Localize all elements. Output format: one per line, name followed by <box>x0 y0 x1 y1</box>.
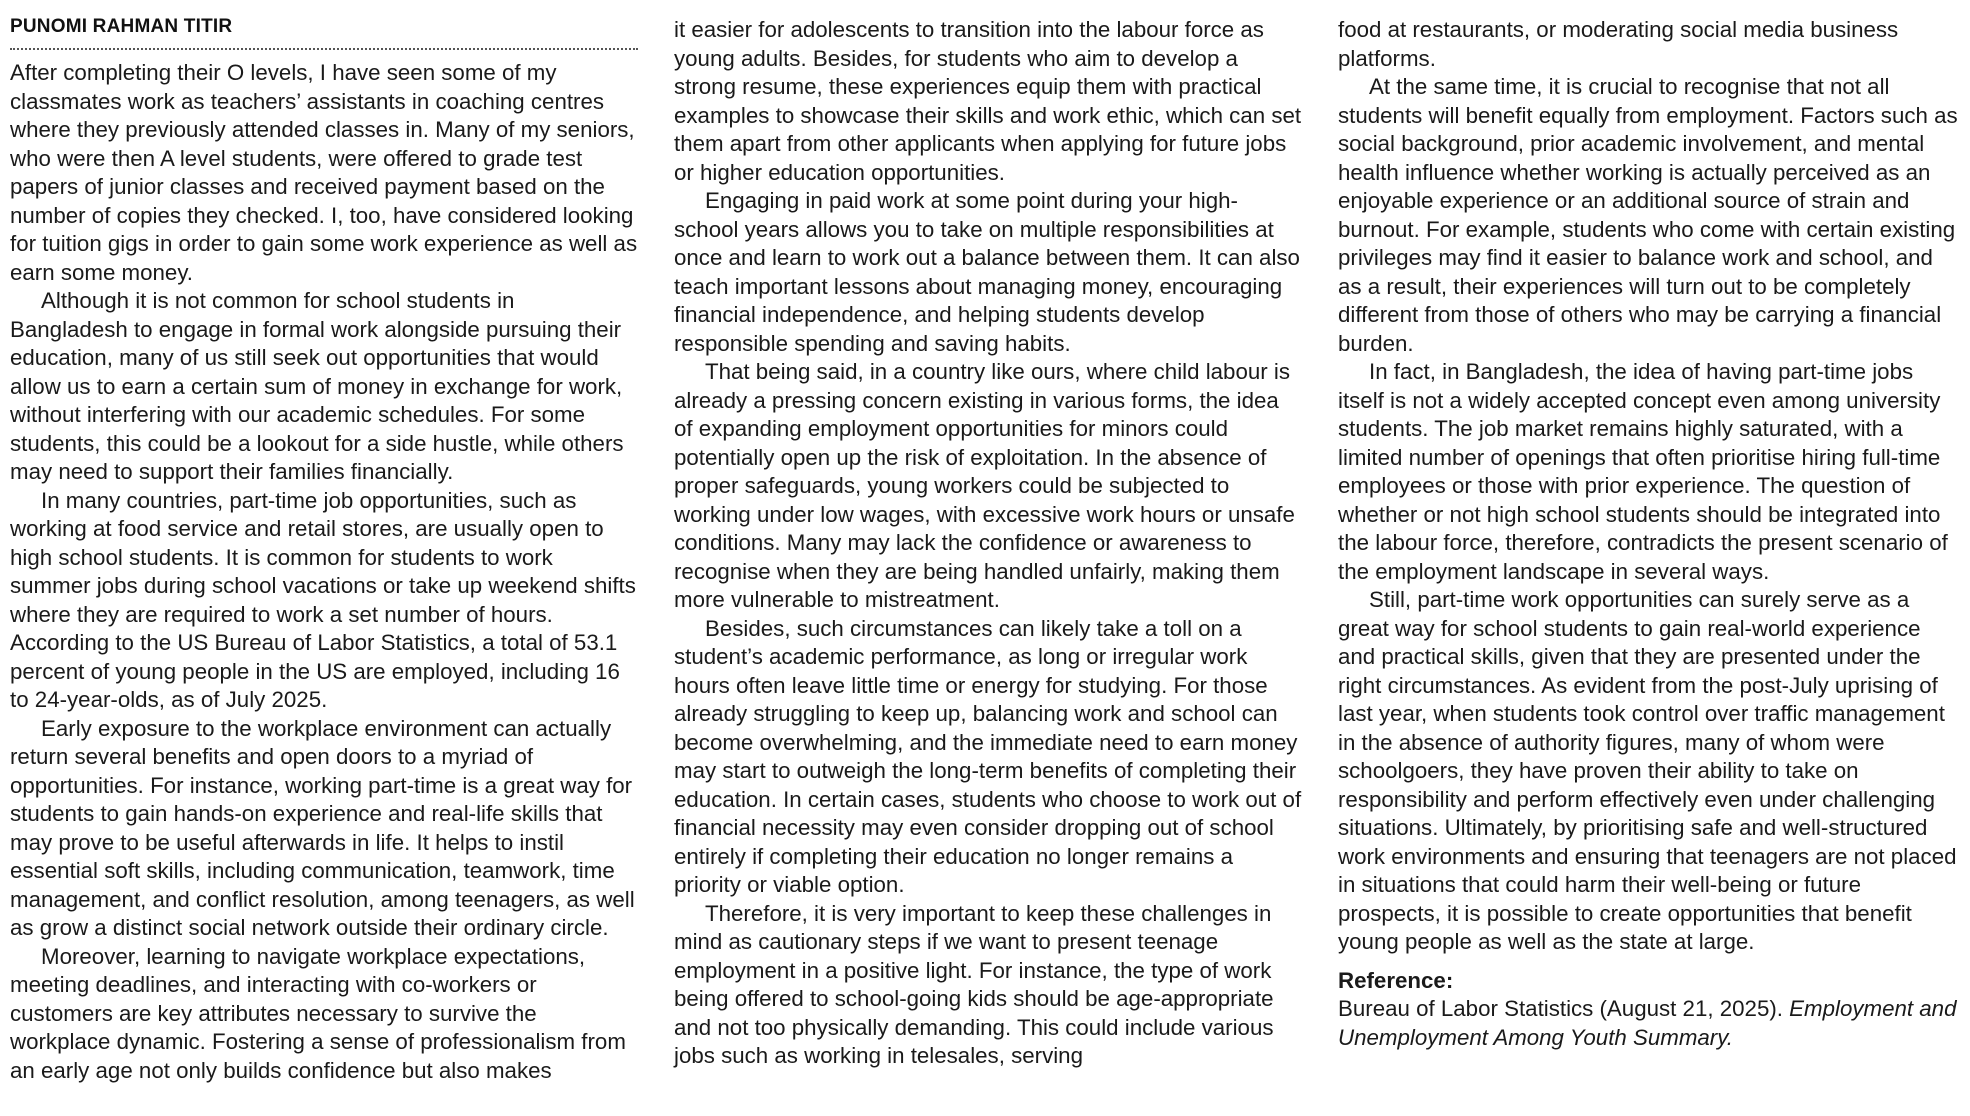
paragraph: That being said, in a country like ours, where child labour is already a pressing concern existing in various forms, the idea of expanding employment opportunities for minors could potentially open up the risk of exploitation. In the absence of proper safeguards, young workers could be subjected to working under low wages, with excessive work hours or unsafe conditions. Many may lack the confidence or awareness to recognise when they are being handled unfairly, making them more vulnerable to mistreatment. <box>674 359 1295 612</box>
paragraph: Engaging in paid work at some point during your high-school years allows you to take on multiple responsibilities at once and learn to work out a balance between them. It can also teach important lessons about managing money, encouraging financial independence, and helping students develop responsible spending and saving habits. <box>674 188 1300 356</box>
paragraph: food at restaurants, or moderating social media business platforms. <box>1338 17 1899 71</box>
paragraph: Still, part-time work opportunities can surely serve as a great way for school students to gain real-world experience and practical skills, given that they are presented under the right circumstances. As evident from the post-July uprising of last year, when students took control over traffic management in the absence of authority figures, many of whom were schoolgoers, they have proven their ability to take on responsibility and perform effectively even under challenging situations. Ultimately, by prioritising safe and well-structured work environments and ensuring that teenagers are not placed in situations that could harm their well-being or future prospects, it is possible to create opportunities that benefit young people as well as the state at large. <box>1338 587 1957 954</box>
paragraph: In fact, in Bangladesh, the idea of having part-time jobs itself is not a widely accepted concept even among university students. The job market remains highly saturated, with a limited number of openings that often prioritise hiring full-time employees or those with prior experience. The question of whether or not high school students should be integrated into the labour force, therefore, contradicts the present scenario of the employment landscape in several ways. <box>1338 359 1948 584</box>
column-2 <box>674 16 1302 1071</box>
paragraph: it easier for adolescents to transition into the labour force as young adults. Besides, for students who aim to develop a strong resume, these experiences equip them with practical examples to showcase their skills and work ethic, which can set them apart from other applicants when applying for future jobs or higher education opportunities. <box>674 17 1302 185</box>
paragraph: Although it is not common for school students in Bangladesh to engage in formal work alongside pursuing their education, many of us still seek out opportunities that would allow us to earn a certain sum of money in exchange for work, without interfering with our academic schedules. For some students, this could be a lookout for a side hustle, while others may need to support their families financially. <box>10 288 624 484</box>
paragraph: At the same time, it is crucial to recognise that not all students will benefit equally from employment. Factors such as social background, prior academic involvement, and mental health influence whether working is actually perceived as an enjoyable experience or an additional source of strain and burnout. For example, students who come with certain existing privileges may find it easier to balance work and school, and as a result, their experiences will turn out to be completely different from those of others who may be carrying a financial burden. <box>1338 74 1958 356</box>
column-1 <box>10 14 638 1085</box>
reference-entry <box>1338 995 1962 1052</box>
reference-heading: Reference: <box>1338 967 1454 993</box>
paragraph: In many countries, part-time job opportunities, such as working at food service and retail stores, are usually open to high school students. It is common for students to work summer jobs during school vacations or take up weekend shifts where they are required to work a set number of hours. According to the US Bureau of Labor Statistics, a total of 53.1 percent of young people in the US are employed, including 16 to 24-year-olds, as of July 2025. <box>10 487 636 712</box>
paragraph: After completing their O levels, I have seen some of my classmates work as teachers’ assistants in coaching centres where they previously attended classes in. Many of my seniors, who were then A level students, were offered to grade test papers of junior classes and received payment based on the number of copies they checked. I, too, have considered looking for tuition gigs in order to gain some work experience as well as earn some money. <box>10 60 638 285</box>
reference-source: Bureau of Labor Statistics (August 21, 2025). <box>1338 996 1783 1021</box>
reference-title: Employment and Unemployment Among Youth Summary. <box>1338 996 1957 1050</box>
paragraph: Therefore, it is very important to keep these challenges in mind as cautionary steps if we want to present teenage employment in a positive light. For instance, the type of work being offered to school-going kids should be age-appropriate and not too physically demanding. This could include various jobs such as working in telesales, serving <box>674 900 1274 1068</box>
paragraph: Early exposure to the workplace environment can actually return several benefits and open doors to a myriad of opportunities. For instance, working part-time is a great way for students to gain hands-on experience and real-life skills that may prove to be useful afterwards in life. It helps to instil essential soft skills, including communication, teamwork, time management, and conflict resolution, among teenagers, as well as grow a distinct social network outside their ordinary circle. <box>10 715 635 940</box>
column-3 <box>1338 16 1962 1052</box>
byline: PUNOMI RAHMAN TITIR <box>10 14 638 50</box>
paragraph: Moreover, learning to navigate workplace expectations, meeting deadlines, and interacting with co-workers or customers are key attributes necessary to survive the workplace dynamic. Fostering a sense of professionalism from an early age not only builds confidence but also makes <box>10 943 626 1083</box>
paragraph: Besides, such circumstances can likely take a toll on a student’s academic performance, as long or irregular work hours often leave little time or energy for studying. For those already struggling to keep up, balancing work and school can become overwhelming, and the immediate need to earn money may start to outweigh the long-term benefits of completing their education. In certain cases, students who choose to work out of financial necessity may even consider dropping out of school entirely if completing their education no longer remains a priority or viable option. <box>674 615 1302 897</box>
